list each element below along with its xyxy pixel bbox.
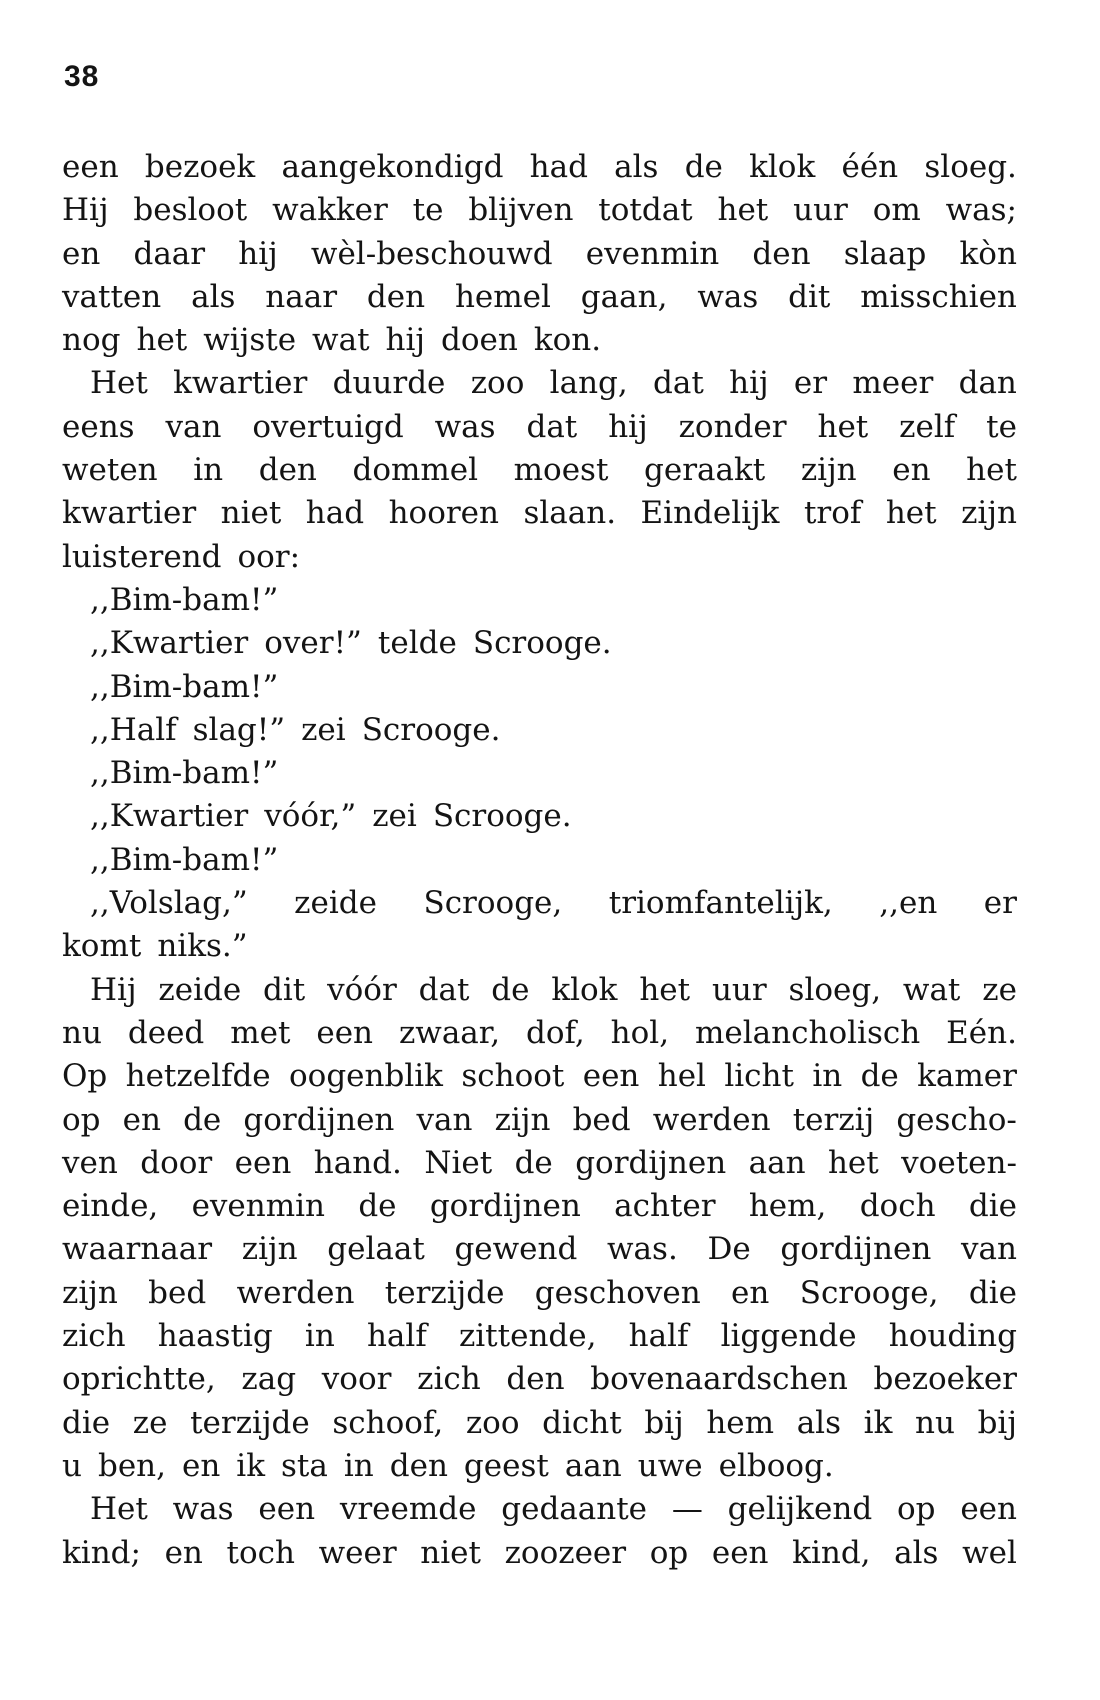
- word: het: [966, 452, 1017, 489]
- word: als: [614, 149, 659, 185]
- word: nu: [915, 1404, 955, 1441]
- word: ik: [863, 1404, 893, 1441]
- word: toch: [226, 1534, 295, 1571]
- word: gelijkend: [727, 1491, 873, 1528]
- text-line: [62, 1012, 1017, 1055]
- word: was: [697, 278, 759, 315]
- word: Op: [62, 1058, 108, 1095]
- text-line: [62, 406, 1017, 449]
- word: uur: [711, 971, 767, 1008]
- word: voor: [321, 1361, 392, 1398]
- word: u: [62, 1447, 82, 1484]
- word: Scrooge,: [799, 1274, 939, 1311]
- word: ,,Bim-bam!”: [90, 755, 279, 792]
- word: als: [894, 1534, 939, 1571]
- word: de: [514, 1144, 553, 1181]
- word: oogenblik: [289, 1058, 443, 1095]
- text-line: [62, 752, 1017, 795]
- word: meer: [852, 365, 934, 402]
- word: naar: [265, 278, 338, 315]
- word: en: [62, 235, 101, 272]
- word: Het: [90, 365, 148, 402]
- word: misschien: [860, 278, 1017, 315]
- text-line: [62, 666, 1017, 709]
- word: evenmin: [585, 235, 720, 272]
- word: totdat: [598, 192, 693, 229]
- word: overtuigd: [252, 408, 404, 445]
- word: in: [193, 452, 224, 489]
- word: hand.: [313, 1144, 402, 1181]
- word: moest: [513, 452, 609, 489]
- text-line: [62, 1445, 1017, 1488]
- word: einde,: [62, 1188, 159, 1225]
- word: geest: [463, 1447, 549, 1484]
- word: te: [986, 408, 1017, 445]
- word: het: [827, 1144, 879, 1181]
- word: zeide: [158, 971, 242, 1008]
- word: den: [506, 1361, 565, 1398]
- word: Scrooge.: [472, 625, 612, 662]
- word: in: [343, 1447, 374, 1484]
- word: den: [752, 235, 811, 272]
- word: ven: [62, 1144, 118, 1181]
- word: op: [62, 1101, 101, 1138]
- word: De: [707, 1231, 751, 1268]
- body-text: [62, 146, 1017, 1575]
- word: triomfantelijk,: [608, 885, 833, 922]
- text-line: [62, 319, 1017, 362]
- word: door: [140, 1144, 213, 1181]
- word: slaan.: [523, 495, 617, 532]
- word: hooren: [388, 495, 499, 532]
- word: haastig: [157, 1318, 273, 1355]
- word: geraakt: [644, 452, 766, 489]
- word: ,,Volslag,”: [90, 885, 248, 922]
- word: dicht: [542, 1404, 622, 1441]
- word: terzij: [792, 1101, 875, 1138]
- word: doen: [441, 322, 518, 359]
- word: gedaante: [501, 1491, 648, 1528]
- word: luisterend: [62, 538, 222, 575]
- word: kòn: [959, 235, 1017, 272]
- word: zijn: [961, 495, 1017, 532]
- text-line: [62, 189, 1017, 232]
- text-line: [62, 1185, 1017, 1228]
- word: zoo: [470, 365, 525, 402]
- word: van: [961, 1231, 1017, 1268]
- word: zeide: [294, 885, 377, 922]
- word: oprichtte,: [62, 1361, 216, 1398]
- word: zonder: [678, 408, 787, 445]
- word: een: [582, 1058, 640, 1095]
- word: duurde: [332, 365, 446, 402]
- word: ben,: [97, 1447, 166, 1484]
- word: de: [860, 1058, 899, 1095]
- word: klok: [749, 149, 816, 185]
- word: licht: [724, 1058, 794, 1095]
- word: kwartier: [62, 495, 197, 532]
- word: terzijde: [190, 1404, 310, 1441]
- word: sloeg,: [788, 971, 882, 1008]
- word: die: [968, 1274, 1017, 1311]
- text-line: [62, 1142, 1017, 1185]
- word: ze: [982, 971, 1017, 1008]
- word: zijn: [241, 1231, 298, 1268]
- word: telde: [377, 625, 457, 662]
- word: Scrooge,: [423, 885, 563, 922]
- word: zag: [241, 1361, 297, 1398]
- word: wijste: [203, 322, 297, 359]
- word: elboog.: [718, 1447, 834, 1484]
- word: gordijnen: [575, 1144, 727, 1181]
- word: hem: [706, 1404, 775, 1441]
- word: dan: [958, 365, 1017, 402]
- word: had: [529, 149, 588, 185]
- text-line: [62, 1358, 1017, 1401]
- word: bezoek: [144, 149, 256, 185]
- word: Scrooge.: [432, 798, 572, 835]
- word: dat: [653, 365, 704, 402]
- word: niet: [220, 495, 282, 532]
- word: wakker: [272, 192, 388, 229]
- word: gordijnen: [243, 1101, 395, 1138]
- word: dof,: [526, 1014, 585, 1051]
- word: vóór: [327, 971, 397, 1008]
- word: als: [796, 1404, 842, 1441]
- word: er: [793, 365, 828, 402]
- word: weer: [318, 1534, 397, 1571]
- text-line: [62, 233, 1017, 276]
- word: aan: [748, 1144, 806, 1181]
- word: bij: [977, 1404, 1017, 1441]
- page-number: 38: [64, 60, 100, 93]
- word: te: [412, 192, 444, 229]
- word: den: [389, 1447, 448, 1484]
- word: een: [960, 1491, 1017, 1528]
- text-line: [62, 1272, 1017, 1315]
- word: en: [892, 452, 931, 489]
- word: bed: [572, 1101, 631, 1138]
- word: wat: [312, 322, 370, 359]
- word: hem,: [748, 1188, 827, 1225]
- word: ,,Kwartier: [90, 798, 249, 835]
- word: en: [122, 1101, 161, 1138]
- word: zich: [417, 1361, 481, 1398]
- word: zei: [372, 798, 417, 835]
- word: de: [684, 149, 723, 185]
- word: ,,Bim-bam!”: [90, 668, 279, 705]
- word: voeten-: [901, 1144, 1017, 1181]
- word: hemel: [454, 278, 551, 315]
- word: ,,Bim-bam!”: [90, 581, 279, 618]
- word: met: [230, 1014, 291, 1051]
- word: gordijnen: [429, 1188, 581, 1225]
- word: half: [366, 1318, 427, 1355]
- word: dat: [418, 971, 470, 1008]
- word: zwaar,: [398, 1014, 501, 1051]
- text-line: [62, 1532, 1017, 1575]
- word: vreemde: [339, 1491, 477, 1528]
- word: één: [841, 149, 899, 185]
- word: om: [872, 192, 921, 229]
- word: was: [172, 1491, 234, 1528]
- text-line: [62, 709, 1017, 752]
- word: ,,en: [879, 885, 938, 922]
- word: in: [812, 1058, 843, 1095]
- word: lang,: [549, 365, 628, 402]
- word: aan: [564, 1447, 622, 1484]
- word: kwartier: [173, 365, 308, 402]
- word: den: [258, 452, 317, 489]
- word: kon.: [533, 322, 602, 359]
- word: kamer: [917, 1058, 1017, 1095]
- text-line: [62, 882, 1017, 925]
- word: een: [711, 1534, 769, 1571]
- word: werden: [652, 1101, 771, 1138]
- text-line: [62, 579, 1017, 622]
- word: bezoeker: [873, 1361, 1017, 1398]
- word: over!”: [264, 625, 362, 662]
- word: bed: [148, 1274, 207, 1311]
- word: zelf: [899, 408, 956, 445]
- word: Eén.: [946, 1014, 1017, 1051]
- word: een: [258, 1491, 316, 1528]
- word: was;: [945, 192, 1017, 229]
- word: in: [304, 1318, 335, 1355]
- word: —: [671, 1491, 703, 1528]
- word: bij: [644, 1404, 684, 1441]
- word: het: [136, 322, 188, 359]
- text-line: [62, 925, 1017, 968]
- text-line: [62, 1099, 1017, 1142]
- word: van: [416, 1101, 473, 1138]
- word: uwe: [637, 1447, 703, 1484]
- word: nu: [62, 1014, 102, 1051]
- word: als: [191, 278, 236, 315]
- word: werden: [236, 1274, 355, 1311]
- text-line: [62, 449, 1017, 492]
- word: eens: [62, 408, 135, 445]
- word: zijn: [62, 1274, 118, 1311]
- word: besloot: [133, 192, 248, 229]
- word: dommel: [352, 452, 479, 489]
- word: daar: [133, 235, 206, 272]
- word: de: [358, 1188, 397, 1225]
- word: gaan,: [580, 278, 668, 315]
- word: en: [731, 1274, 770, 1311]
- word: den: [366, 278, 426, 315]
- word: een: [234, 1144, 292, 1181]
- word: sta: [281, 1447, 328, 1484]
- word: een: [316, 1014, 374, 1051]
- word: waarnaar: [62, 1231, 213, 1268]
- word: op: [897, 1491, 936, 1528]
- word: slaap: [843, 235, 927, 272]
- word: weten: [62, 452, 158, 489]
- word: gewend: [454, 1231, 578, 1268]
- word: hij: [729, 365, 769, 402]
- word: terzijde: [384, 1274, 505, 1311]
- word: zei: [301, 711, 346, 748]
- word: schoof,: [332, 1404, 444, 1441]
- word: hij: [608, 408, 648, 445]
- word: zittende,: [458, 1318, 597, 1355]
- word: dat: [526, 408, 578, 445]
- word: de: [183, 1101, 222, 1138]
- word: het: [817, 408, 869, 445]
- word: blijven: [468, 192, 574, 229]
- word: zich: [62, 1318, 126, 1355]
- word: Niet: [424, 1144, 493, 1181]
- word: zijn: [800, 452, 857, 489]
- word: Eindelijk: [640, 495, 780, 532]
- text-line: [62, 536, 1017, 579]
- word: en: [181, 1447, 221, 1484]
- word: wel: [962, 1534, 1017, 1571]
- word: schoot: [461, 1058, 565, 1095]
- text-line: [62, 1402, 1017, 1445]
- word: niks.”: [157, 928, 248, 965]
- word: hol,: [610, 1014, 670, 1051]
- word: bovenaardschen: [590, 1361, 848, 1398]
- text-line: [62, 969, 1017, 1012]
- word: slag!”: [192, 711, 286, 748]
- word: Hij: [90, 971, 137, 1008]
- word: het: [717, 192, 769, 229]
- word: zoo: [465, 1404, 520, 1441]
- word: die: [968, 1188, 1017, 1225]
- word: houding: [888, 1318, 1017, 1355]
- word: ze: [132, 1404, 168, 1441]
- word: een: [62, 149, 119, 185]
- word: hel: [657, 1058, 706, 1095]
- word: vatten: [62, 278, 162, 315]
- word: zijn: [494, 1101, 551, 1138]
- word: geschoven: [534, 1274, 701, 1311]
- word: Hij: [62, 192, 109, 229]
- word: oor:: [237, 538, 301, 575]
- text-line: [62, 492, 1017, 535]
- word: dit: [788, 278, 831, 315]
- word: gordijnen: [780, 1231, 932, 1268]
- word: ik: [236, 1447, 265, 1484]
- word: de: [491, 971, 530, 1008]
- word: zoozeer: [504, 1534, 627, 1571]
- word: kind;: [62, 1534, 141, 1571]
- word: dit: [263, 971, 306, 1008]
- word: uur: [793, 192, 848, 229]
- text-line: [62, 839, 1017, 882]
- word: deed: [127, 1014, 205, 1051]
- word: trof: [803, 495, 862, 532]
- text-line: [62, 1488, 1017, 1531]
- word: vóór,”: [264, 798, 357, 835]
- word: hij: [385, 322, 426, 359]
- word: nog: [62, 322, 121, 359]
- word: ,,Half: [90, 711, 177, 748]
- word: klok: [551, 971, 618, 1008]
- word: op: [649, 1534, 689, 1571]
- text-line: [62, 1055, 1017, 1098]
- word: gescho-: [896, 1101, 1017, 1138]
- word: half: [628, 1318, 689, 1355]
- word: ,,Kwartier: [90, 625, 249, 662]
- text-line: [62, 146, 1017, 189]
- word: het: [885, 495, 937, 532]
- word: gelaat: [327, 1231, 425, 1268]
- word: was: [434, 408, 496, 445]
- word: had: [305, 495, 365, 532]
- word: achter: [614, 1188, 716, 1225]
- text-line: [62, 1315, 1017, 1358]
- word: doch: [859, 1188, 936, 1225]
- word: ,,Bim-bam!”: [90, 841, 279, 878]
- word: hij: [238, 235, 278, 272]
- word: Scrooge.: [361, 711, 501, 748]
- word: wèl-beschouwd: [310, 235, 553, 272]
- word: die: [62, 1404, 111, 1441]
- word: Het: [90, 1491, 148, 1528]
- word: niet: [420, 1534, 481, 1571]
- word: evenmin: [191, 1188, 326, 1225]
- word: liggende: [720, 1318, 857, 1355]
- word: melancholisch: [695, 1014, 921, 1051]
- word: was.: [607, 1231, 678, 1268]
- word: het: [639, 971, 691, 1008]
- word: er: [983, 885, 1017, 922]
- text-line: [62, 276, 1017, 319]
- word: kind,: [792, 1534, 871, 1571]
- word: en: [164, 1534, 203, 1571]
- word: wat: [902, 971, 961, 1008]
- text-line: [62, 1228, 1017, 1271]
- text-line: [62, 795, 1017, 838]
- word: hetzelfde: [125, 1058, 271, 1095]
- word: van: [165, 408, 222, 445]
- word: komt: [62, 928, 142, 965]
- word: aangekondigd: [281, 149, 504, 185]
- word: sloeg.: [924, 149, 1017, 185]
- text-line: [62, 622, 1017, 665]
- text-line: [62, 362, 1017, 405]
